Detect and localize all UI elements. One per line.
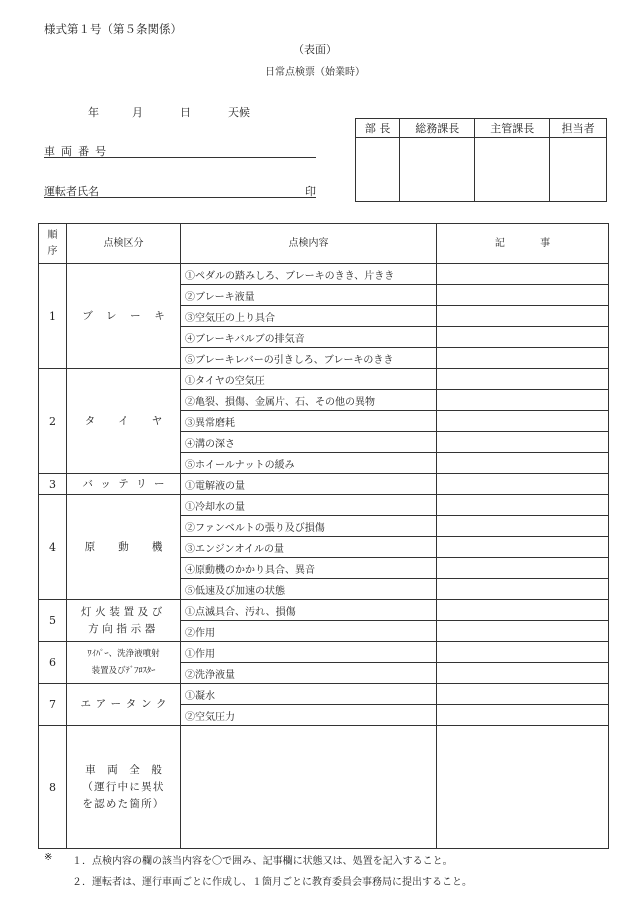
document-title: 日常点検票（始業時） bbox=[265, 67, 365, 78]
header-category: 点検区分 bbox=[67, 224, 181, 264]
remarks-cell[interactable] bbox=[437, 663, 609, 684]
category-vehicle-general: 車両全般 （運行中に異状 を認めた箇所） bbox=[67, 726, 181, 849]
header-remarks: 記 事 bbox=[437, 224, 609, 264]
approval-stamp-box[interactable] bbox=[400, 138, 475, 202]
check-item[interactable]: ①ペダルの踏みしろ、ブレーキのきき、片きき bbox=[181, 264, 437, 285]
driver-name-label: 運転者氏名 bbox=[44, 185, 99, 198]
approval-header-supervising: 主管課長 bbox=[475, 119, 550, 138]
note-mark: ※ bbox=[44, 852, 53, 863]
row-number: 2 bbox=[39, 369, 67, 474]
remarks-cell[interactable] bbox=[437, 726, 609, 849]
vehicle-number-label: 車両番号 bbox=[44, 145, 113, 158]
remarks-cell[interactable] bbox=[437, 705, 609, 726]
check-item[interactable]: ⑤低速及び加速の状態 bbox=[181, 579, 437, 600]
month-label: 月 bbox=[132, 106, 143, 119]
seal-mark: 印 bbox=[305, 185, 316, 198]
vehicle-number-field[interactable] bbox=[44, 143, 316, 158]
row-number: 6 bbox=[39, 642, 67, 684]
check-item[interactable]: ②空気圧力 bbox=[181, 705, 437, 726]
remarks-cell[interactable] bbox=[437, 516, 609, 537]
check-item[interactable]: ⑤ホイールナットの緩み bbox=[181, 453, 437, 474]
remarks-cell[interactable] bbox=[437, 285, 609, 306]
remarks-cell[interactable] bbox=[437, 453, 609, 474]
check-item[interactable]: ④溝の深さ bbox=[181, 432, 437, 453]
remarks-cell[interactable] bbox=[437, 600, 609, 621]
approval-header-general-affairs: 総務課長 bbox=[400, 119, 475, 138]
row-number: 8 bbox=[39, 726, 67, 849]
note-line-1: １．点検内容の欄の該当内容を〇で囲み、記事欄に状態又は、処置を記入すること。 bbox=[72, 856, 453, 867]
remarks-cell[interactable] bbox=[437, 348, 609, 369]
remarks-cell[interactable] bbox=[437, 558, 609, 579]
check-item[interactable]: ②ブレーキ液量 bbox=[181, 285, 437, 306]
remarks-cell[interactable] bbox=[437, 369, 609, 390]
category-air-tank: エアータンク bbox=[67, 684, 181, 726]
row-number: 4 bbox=[39, 495, 67, 600]
check-item[interactable]: ①作用 bbox=[181, 642, 437, 663]
remarks-cell[interactable] bbox=[437, 327, 609, 348]
inspection-table bbox=[38, 223, 609, 849]
driver-name-field[interactable] bbox=[44, 183, 316, 198]
remarks-cell[interactable] bbox=[437, 474, 609, 495]
check-item[interactable]: ①電解液の量 bbox=[181, 474, 437, 495]
category-wiper-washer: ﾜｲﾊﾟｰ、洗浄液噴射 装置及びﾃﾞﾌﾛｽﾀｰ bbox=[67, 642, 181, 684]
remarks-cell[interactable] bbox=[437, 264, 609, 285]
check-item[interactable]: ④原動機のかかり具合、異音 bbox=[181, 558, 437, 579]
row-number: 1 bbox=[39, 264, 67, 369]
approval-header-manager: 部 長 bbox=[356, 119, 400, 138]
check-item[interactable]: ①点滅具合、汚れ、損傷 bbox=[181, 600, 437, 621]
check-item[interactable]: ③エンジンオイルの量 bbox=[181, 537, 437, 558]
check-item[interactable]: ①冷却水の量 bbox=[181, 495, 437, 516]
remarks-cell[interactable] bbox=[437, 390, 609, 411]
remarks-cell[interactable] bbox=[437, 306, 609, 327]
category-engine: 原動機 bbox=[67, 495, 181, 600]
check-item[interactable]: ④ブレーキバルブの排気音 bbox=[181, 327, 437, 348]
row-number: 7 bbox=[39, 684, 67, 726]
remarks-cell[interactable] bbox=[437, 537, 609, 558]
category-tire: タイヤ bbox=[67, 369, 181, 474]
check-item[interactable]: ③空気圧の上り具合 bbox=[181, 306, 437, 327]
category-lights-indicators: 灯火装置及び 方向指示器 bbox=[67, 600, 181, 642]
remarks-cell[interactable] bbox=[437, 495, 609, 516]
remarks-cell[interactable] bbox=[437, 411, 609, 432]
day-label: 日 bbox=[180, 106, 191, 119]
remarks-cell[interactable] bbox=[437, 621, 609, 642]
year-label: 年 bbox=[88, 106, 99, 119]
row-number: 3 bbox=[39, 474, 67, 495]
check-item[interactable]: ③異常磨耗 bbox=[181, 411, 437, 432]
check-item[interactable]: ①タイヤの空気圧 bbox=[181, 369, 437, 390]
remarks-cell[interactable] bbox=[437, 642, 609, 663]
check-item-blank[interactable] bbox=[181, 726, 437, 849]
weather-label: 天候 bbox=[228, 106, 250, 119]
check-item[interactable]: ①凝水 bbox=[181, 684, 437, 705]
check-item[interactable]: ②ファンベルトの張り及び損傷 bbox=[181, 516, 437, 537]
approval-stamp-box[interactable] bbox=[475, 138, 550, 202]
approval-stamp-box[interactable] bbox=[550, 138, 607, 202]
check-item[interactable]: ⑤ブレーキレバーの引きしろ、ブレーキのきき bbox=[181, 348, 437, 369]
approval-stamp-box[interactable] bbox=[356, 138, 400, 202]
check-item[interactable]: ②亀裂、損傷、金属片、石、その他の異物 bbox=[181, 390, 437, 411]
note-line-2: ２．運転者は、運行車両ごとに作成し、１箇月ごとに教育委員会事務局に提出すること。 bbox=[72, 877, 472, 888]
remarks-cell[interactable] bbox=[437, 432, 609, 453]
side-label: （表面） bbox=[293, 43, 337, 56]
row-number: 5 bbox=[39, 600, 67, 642]
remarks-cell[interactable] bbox=[437, 684, 609, 705]
form-number: 様式第１号（第５条関係） bbox=[44, 22, 182, 36]
approval-table bbox=[355, 118, 607, 202]
category-brake: ブレーキ bbox=[67, 264, 181, 369]
approval-header-person-in-charge: 担当者 bbox=[550, 119, 607, 138]
remarks-cell[interactable] bbox=[437, 579, 609, 600]
check-item[interactable]: ②洗浄液量 bbox=[181, 663, 437, 684]
category-battery: バッテリー bbox=[67, 474, 181, 495]
header-order: 順序 bbox=[39, 224, 67, 264]
header-contents: 点検内容 bbox=[181, 224, 437, 264]
check-item[interactable]: ②作用 bbox=[181, 621, 437, 642]
